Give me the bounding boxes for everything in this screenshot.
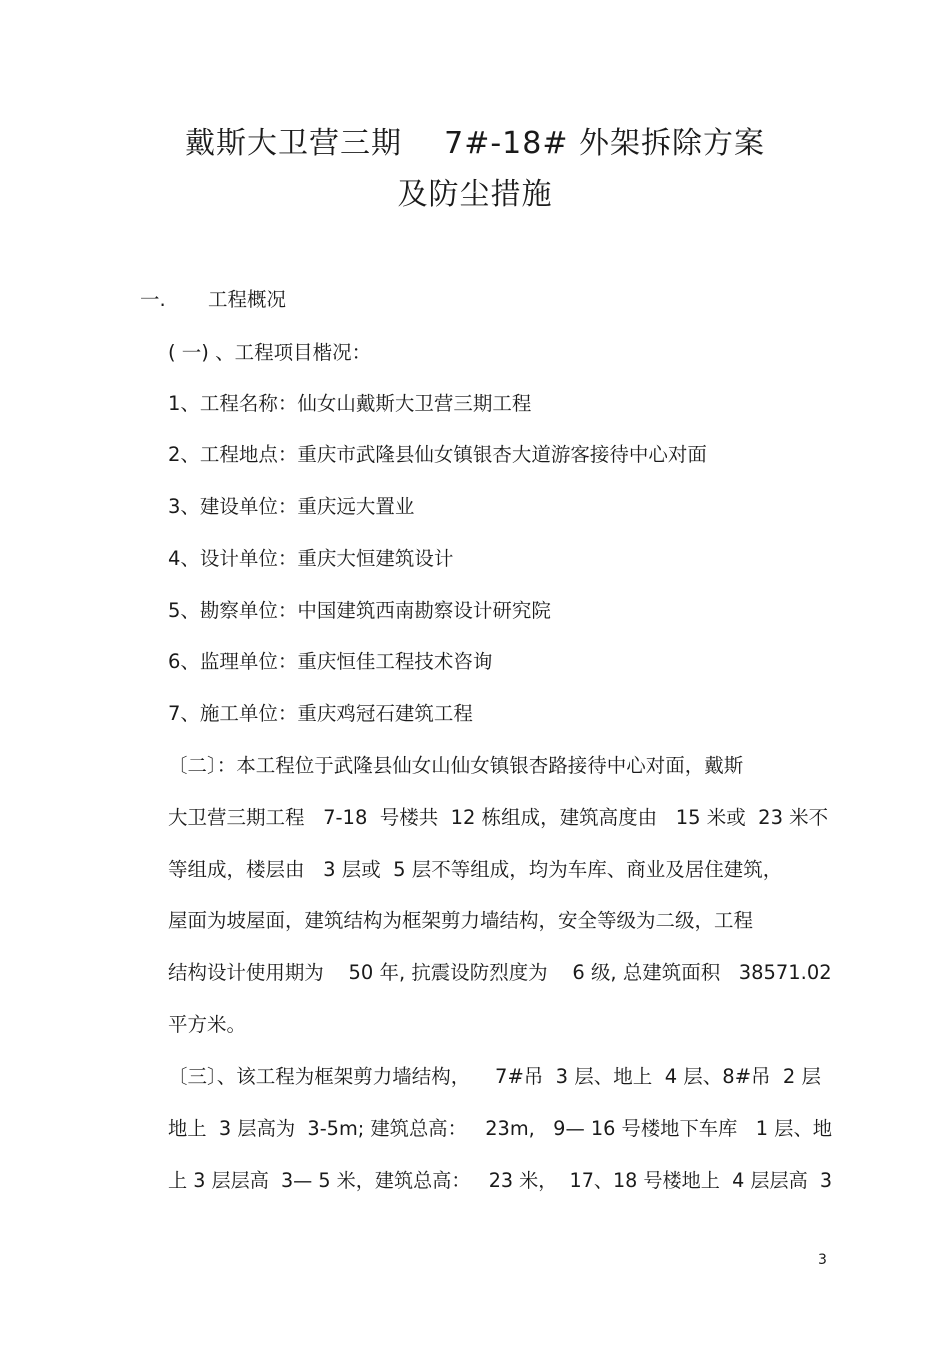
paragraph-line: 大卫营三期工程 7-18 号楼共 12 栋组成，建筑高度由 15 米或 23 米不 [168,806,829,829]
paragraph-line: 〔二〕：本工程位于武隆县仙女山仙女镇银杏路接待中心对面，戴斯 [168,754,744,777]
page-number: 3 [818,1252,827,1268]
paragraph-line: 结构设计使用期为 50 年, 抗震设防烈度为 6 级, 总建筑面积 38571.02 [168,961,832,984]
paragraph-line: 等组成，楼层由 3 层或 5 层不等组成，均为车库、商业及居住建筑， [168,858,783,881]
paragraph-line: 地上 3 层高为 3-5m; 建筑总高： 23m, 9— 16 号楼地下车库 1 层、地 [168,1117,833,1140]
paragraph-line: 〔三〕、该工程为框架剪力墙结构， 7#吊 3 层、地上 4 层、8#吊 2 层 [168,1065,822,1088]
document-title-line1: 戴斯大卫营三期 7#-18# 外架拆除方案 [184,126,766,161]
list-item: 6、监理单位：重庆恒佳工程技术咨询 [168,650,493,673]
list-item: 3、建设单位：重庆远大置业 [168,495,415,518]
document-title-line2: 及防尘措施 [397,177,553,212]
subsection-heading: ( 一) 、工程项目楷况： [168,341,372,364]
paragraph-line: 平方米。 [168,1013,247,1036]
section-heading: 工程概况 [208,288,287,311]
list-item: 5、勘察单位：中国建筑西南勘察设计研究院 [168,599,551,622]
paragraph-line: 上 3 层层高 3— 5 米，建筑总高： 23 米， 17、18 号楼地上 4 层层高 3 [168,1169,833,1192]
paragraph-line: 屋面为坡屋面，建筑结构为框架剪力墙结构，安全等级为二级，工程 [168,909,754,932]
list-item: 7、施工单位：重庆鸡冠石建筑工程 [168,702,473,725]
list-item: 4、设计单位：重庆大恒建筑设计 [168,547,454,570]
section-number: 一. [140,288,166,311]
list-item: 1、工程名称：仙女山戴斯大卫营三期工程 [168,392,532,415]
list-item: 2、工程地点：重庆市武隆县仙女镇银杏大道游客接待中心对面 [168,443,707,466]
